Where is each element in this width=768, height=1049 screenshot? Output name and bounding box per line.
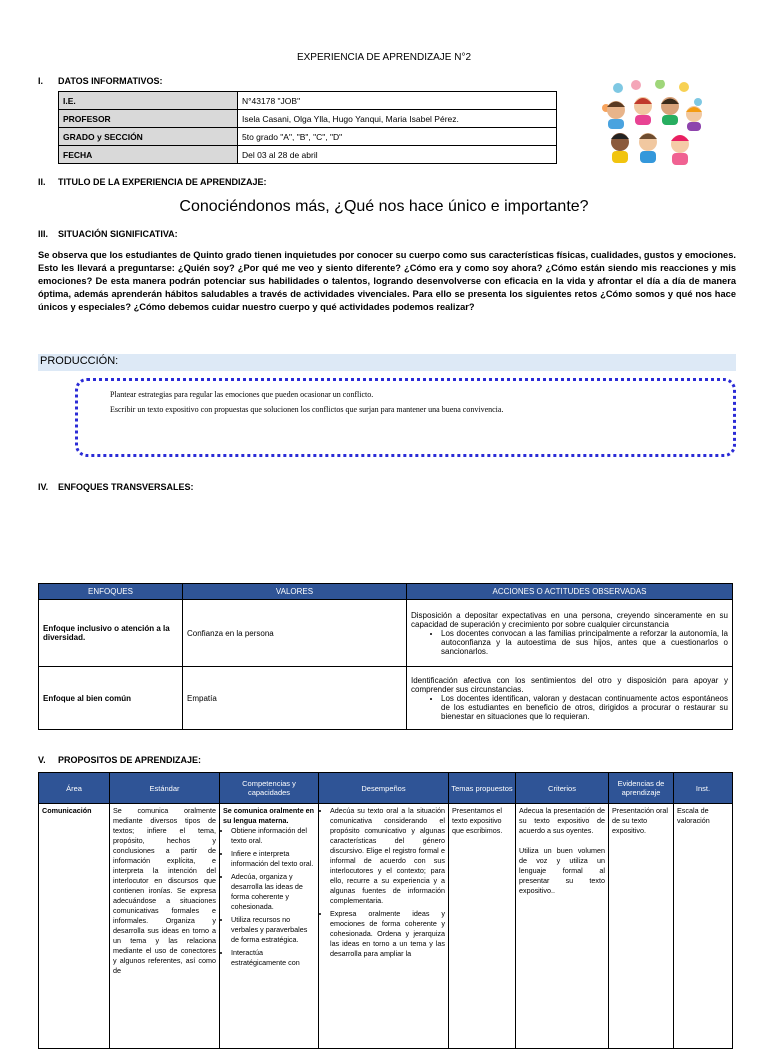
competencia-cell	[220, 804, 319, 1049]
capacidad-item: • Obtiene información del texto oral.	[231, 826, 315, 846]
accion-text: Disposición a depositar expectativas en una persona, creyendo sinceramente en su capacidad de superación y crecimiento por sobre cualquier circunstancia	[411, 610, 728, 629]
evidencias-cell: Presentación oral de su texto expositivo.	[609, 804, 674, 1049]
section-datos-informativos	[38, 76, 163, 86]
section-label: PROPOSITOS DE APRENDIZAJE:	[58, 755, 202, 765]
temas-cell: Presentamos el texto expositivo que escribimos.	[449, 804, 516, 1049]
column-header: Competencias y capacidades	[220, 773, 319, 804]
info-value: N°43178 "JOB"	[238, 92, 557, 110]
section-label: SITUACIÓN SIGNIFICATIVA:	[58, 229, 178, 239]
capacidad-item: • Adecúa, organiza y desarrolla las ideas de forma coherente y cohesionada.	[231, 872, 315, 912]
accion-cell	[407, 667, 733, 730]
info-value: Del 03 al 28 de abril	[238, 146, 557, 164]
table-row	[39, 667, 733, 730]
produccion-item: Plantear estrategias para regular las emociones que pueden ocasionar un conflicto.	[110, 390, 374, 399]
info-row	[59, 146, 557, 164]
desempeno-item: • Adecúa su texto oral a la situación comunicativa considerando el propósito comunicativo y algunas características del género discursivo. Elige el registro formal e informal de acuerdo con sus interlocutores y el contexto; para ello, recurre a su experiencia y a algunas fuentes de información complementaria.	[330, 806, 445, 906]
column-header: Evidencias de aprendizaje	[609, 773, 674, 804]
valor-cell: Empatía	[183, 667, 407, 730]
enfoque-cell: Enfoque inclusivo o atención a la diversidad.	[39, 600, 183, 667]
accion-bullet: • Los docentes convocan a las familias principalmente a reforzar la autonomía, la autoconfianza y la autoestima de sus hijos, antes que a cuestionarlos o sancionarlos.	[441, 629, 728, 656]
produccion-box	[75, 378, 736, 457]
section-label: ENFOQUES TRANSVERSALES:	[58, 482, 194, 492]
table-header-row	[39, 773, 733, 804]
info-value: Isela Casani, Olga Ylla, Hugo Yanqui, Maria Isabel Pérez.	[238, 110, 557, 128]
criterio-item: Utiliza un buen volumen de voz y utiliza un lenguaje formal al presentar su texto expositivo..	[519, 846, 605, 895]
column-header: Inst.	[674, 773, 733, 804]
info-row	[59, 128, 557, 146]
section-number: I.	[38, 76, 44, 86]
table-header-row	[39, 584, 733, 600]
info-row	[59, 92, 557, 110]
criterio-item: Adecua la presentación de su texto expositivo de acuerdo a sus oyentes.	[519, 806, 605, 835]
propositos-table	[38, 772, 733, 1049]
valor-cell: Confianza en la persona	[183, 600, 407, 667]
accion-cell	[407, 600, 733, 667]
situacion-paragraph: Se observa que los estudiantes de Quinto grado tienen inquietudes por conocer su cuerpo como sus características físicas, cualidades, gustos y emociones. Esto les llevará a preguntarse: ¿Quién soy? ¿Por qué me veo y siento diferente? ¿Cómo era y como soy ahora? ¿Cómo están siendo mis reacciones y mis emociones? De esta manera podrán potenciar sus habilidades o talentos, logrando desenvolverse con eficacia en la vida y afrontar el día a día de manera óptima, además aprenderán hábitos saludables a través de actividades vivenciales. Para ello se presenta los siguientes retos ¿Cómo somos y qué nos hace únicos y especiales? ¿Cómo debemos cuidar nuestro cuerpo y qué actividades podemos realizar?	[38, 250, 736, 312]
desempeno-item: • Expresa oralmente ideas y emociones de forma coherente y cohesionada. Ordena y jerarquiza las ideas en torno a un tema y las desarrolla para ampliar la	[330, 909, 445, 959]
enfoque-cell: Enfoque al bien común	[39, 667, 183, 730]
info-label: I.E.	[59, 92, 238, 110]
column-header: Criterios	[516, 773, 609, 804]
document-title: EXPERIENCIA DE APRENDIZAJE N°2	[296, 52, 472, 63]
area-cell: Comunicación	[39, 804, 110, 1049]
section-number: III.	[38, 229, 49, 239]
produccion-label: PRODUCCIÓN:	[40, 355, 119, 367]
capacidad-item: • Infiere e interpreta información del texto oral.	[231, 849, 315, 869]
column-header: Temas propuestos	[449, 773, 516, 804]
section-propositos	[38, 755, 201, 765]
instrumento-cell: Escala de valoración	[674, 804, 733, 1049]
table-row	[39, 804, 733, 1049]
section-number: II.	[38, 177, 46, 187]
estandar-cell: Se comunica oralmente mediante diversos tipos de textos; infiere el tema, propósito, hechos y conclusiones a partir de información explícita, e interpreta la intención del interlocutor en discursos que contienen ironías. Se expresa adecuándose a situaciones comunicativas formales e informales. Organiza y desarrolla sus ideas en torno a un tema y las relaciona mediante el uso de conectores y algunos referentes, así como de	[110, 804, 220, 1049]
section-label: TITULO DE LA EXPERIENCIA DE APRENDIZAJE:	[58, 177, 267, 187]
column-header: Estándar	[110, 773, 220, 804]
column-header: Área	[39, 773, 110, 804]
experience-title: Conociéndonos más, ¿Qué nos hace único e importante?	[179, 198, 589, 215]
column-header: ACCIONES O ACTITUDES OBSERVADAS	[407, 584, 733, 600]
column-header: VALORES	[183, 584, 407, 600]
section-number: V.	[38, 755, 46, 765]
competencia-title: Se comunica oralmente en su lengua materna.	[223, 806, 315, 825]
capacidad-item: • Interactúa estratégicamente con	[231, 948, 315, 968]
section-situacion	[38, 229, 178, 239]
table-row	[39, 600, 733, 667]
section-number: IV.	[38, 482, 49, 492]
accion-bullet: • Los docentes identifican, valoran y destacan continuamente actos espontáneos de los estudiantes en beneficio de otros, dirigidos a procurar o restaurar su bienestar en situaciones que lo requieran.	[441, 694, 728, 721]
capacidad-item: • Utiliza recursos no verbales y paraverbales de forma estratégica.	[231, 915, 315, 945]
criterios-cell	[516, 804, 609, 1049]
produccion-bar	[38, 354, 736, 371]
column-header: Desempeños	[319, 773, 449, 804]
info-table	[58, 91, 557, 164]
column-header: ENFOQUES	[39, 584, 183, 600]
info-label: PROFESOR	[59, 110, 238, 128]
enfoques-table	[38, 583, 733, 730]
info-label: GRADO y SECCIÓN	[59, 128, 238, 146]
section-titulo	[38, 177, 267, 187]
section-label: DATOS INFORMATIVOS:	[58, 76, 163, 86]
info-row	[59, 110, 557, 128]
children-illustration	[598, 80, 708, 170]
child-figure-icon	[607, 97, 702, 165]
info-value: 5to grado "A", "B", "C", "D"	[238, 128, 557, 146]
section-enfoques	[38, 482, 194, 492]
produccion-item: Escribir un texto expositivo con propuestas que solucionen los conflictos que surjan para mantener una buena convivencia.	[110, 405, 504, 414]
desempenos-cell	[319, 804, 449, 1049]
accion-text: Identificación afectiva con los sentimientos del otro y disposición para apoyar y comprender sus circunstancias.	[411, 675, 728, 694]
info-label: FECHA	[59, 146, 238, 164]
